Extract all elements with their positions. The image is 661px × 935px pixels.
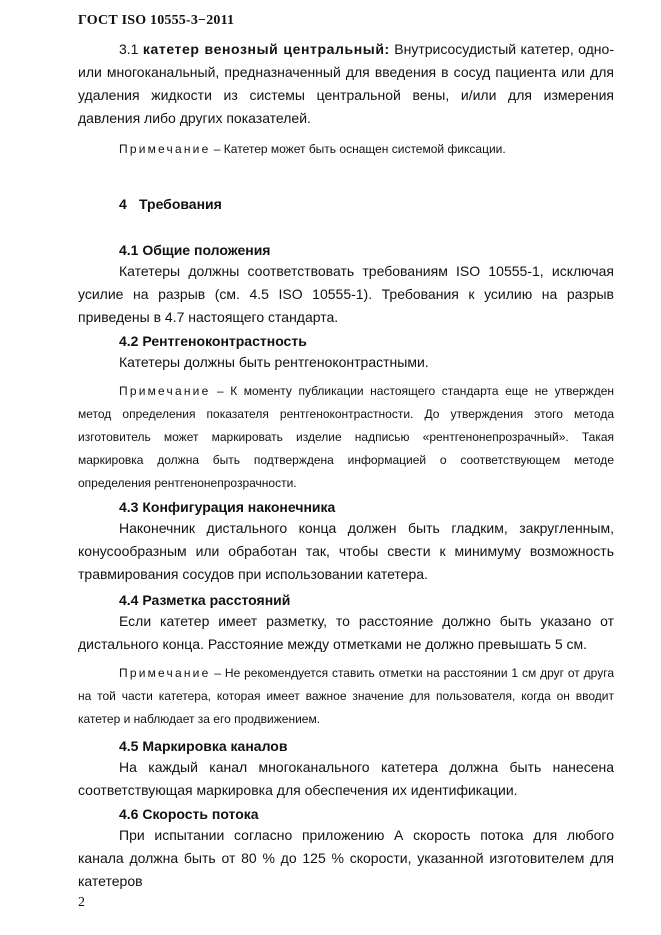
note-paragraph bbox=[78, 138, 614, 161]
subsection-title: 4.6 Скорость потока bbox=[119, 806, 259, 822]
note-text: – Катетер может быть оснащен системой фиксации. bbox=[210, 142, 506, 156]
subsection-text: Катетеры должны соответствовать требованиям ISO 10555-1, исключая усилие на разрыв (см. 4.5 ISO 10555-1). Требования к усилию на разрыв приведены в 4.7 настоящего стандарта. bbox=[78, 263, 614, 325]
section-4-heading bbox=[78, 194, 614, 214]
note-text: – К моменту публикации настоящего стандарта еще не утвержден метод определения показателя рентгеноконтрастности. До утверждения этого метода изготовитель может маркировать изделие надписью «рентгенонепрозрачный». Такая маркировка должна быть подтверждена информацией о соответствующем методе определения рентгенонепрозрачности. bbox=[78, 384, 614, 490]
section-4-4 bbox=[78, 590, 614, 731]
section-title: Требования bbox=[139, 196, 222, 212]
subsection-text: Катетеры должны быть рентгеноконтрастными. bbox=[119, 354, 429, 370]
note-label: Примечание bbox=[119, 142, 211, 156]
definition-paragraph bbox=[78, 38, 614, 130]
subsection-title: 4.3 Конфигурация наконечника bbox=[119, 499, 336, 515]
definition-text: Внутрисосудистый катетер, одно- или многоканальный, предназначенный для введения в сосуд пациента или для удаления жидкости из системы центральной вены, и/или для измерения давления либо других показателей. bbox=[78, 41, 614, 126]
section-number: 4 bbox=[119, 196, 127, 212]
section-4-6 bbox=[78, 804, 614, 893]
document-header: ГОСТ ISO 10555-3−2011 bbox=[78, 13, 235, 28]
definition-3-1 bbox=[78, 38, 614, 130]
subsection-title: 4.5 Маркировка каналов bbox=[119, 738, 288, 754]
section-4-2 bbox=[78, 331, 614, 495]
note-paragraph bbox=[78, 662, 614, 731]
subsection-text: На каждый канал многоканального катетера должна быть нанесена соответствующая маркировка для обеспечения их идентификации. bbox=[78, 759, 614, 798]
section-4-5 bbox=[78, 736, 614, 802]
subsection-title: 4.1 Общие положения bbox=[119, 242, 271, 258]
section-4-1 bbox=[78, 240, 614, 329]
definition-number: 3.1 bbox=[119, 41, 143, 57]
section-4-3 bbox=[78, 497, 614, 586]
note-label: Примечание bbox=[119, 384, 211, 398]
definition-term: катетер венозный центральный: bbox=[142, 41, 390, 57]
subsection-text: При испытании согласно приложению А скорость потока для любого канала должна быть от 80 % до 125 % скорости, указанной изготовителем для катетеров bbox=[78, 827, 614, 889]
subsection-title: 4.2 Рентгеноконтрастность bbox=[119, 333, 307, 349]
subsection-title: 4.4 Разметка расстояний bbox=[119, 592, 291, 608]
note-paragraph bbox=[78, 380, 614, 495]
page-number: 2 bbox=[78, 895, 85, 910]
section-heading bbox=[78, 194, 614, 214]
note-label: Примечание bbox=[119, 666, 211, 680]
subsection-text: Если катетер имеет разметку, то расстояние должно быть указано от дистального конца. Расстояние между отметками не должно превышать 5 см. bbox=[78, 613, 614, 652]
note-1 bbox=[78, 138, 614, 161]
note-text: – Не рекомендуется ставить отметки на расстоянии 1 см друг от друга на той части катетера, которая имеет важное значение для пользователя, когда он вводит катетер и наблюдает за его продвижением. bbox=[78, 666, 614, 726]
subsection-text: Наконечник дистального конца должен быть гладким, закругленным, конусообразным или обработан так, чтобы свести к минимуму возможность травмирования сосудов при использовании катетера. bbox=[78, 520, 614, 582]
